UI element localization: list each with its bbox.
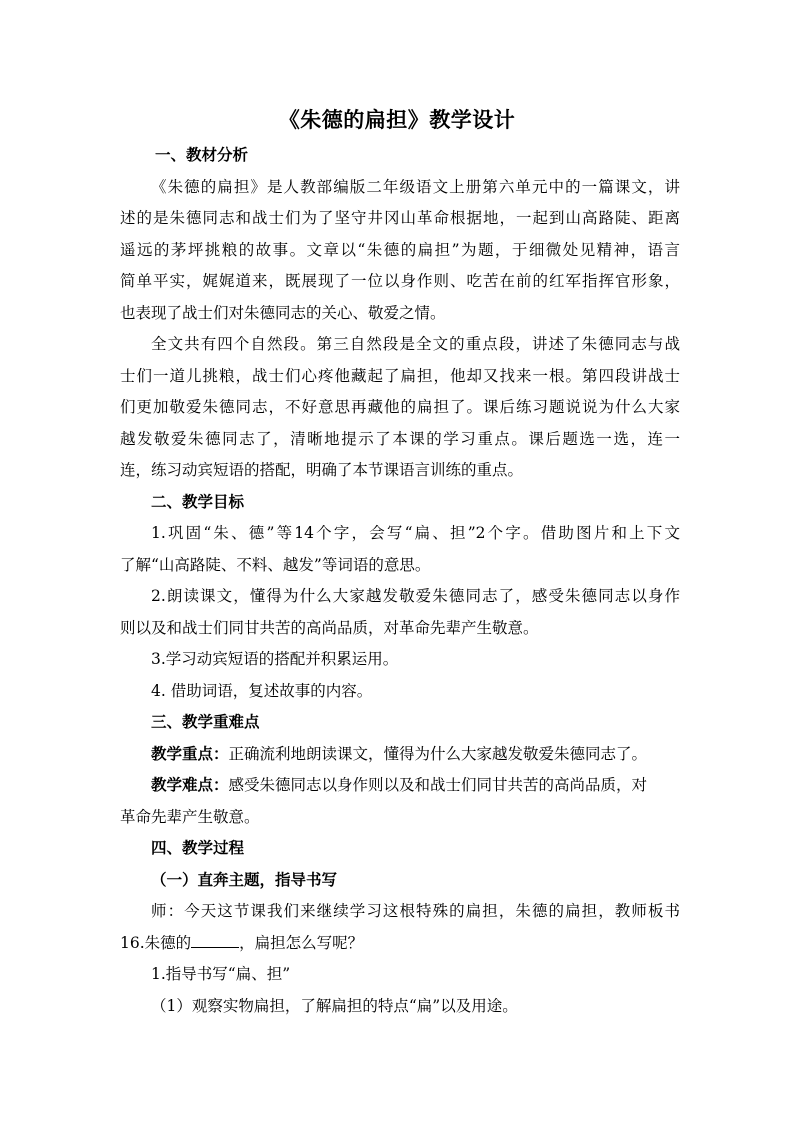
section-heading-1: 一、教材分析 [155, 146, 249, 164]
objective-line: 1.巩固“朱、德”等14个字，会写“扁、担”2个字。借助图片和上下文 [151, 524, 680, 542]
objective-line: 4. 借助词语，复述故事的内容。 [151, 681, 373, 700]
blank-line-before: 16.朱德的 [120, 933, 192, 952]
key-point-label: 教学重点： [151, 744, 229, 763]
difficult-point-label: 教学难点： [151, 776, 229, 794]
difficult-point-line: 革命先辈产生敬意。 [120, 807, 260, 826]
paragraph-line: 简单平实，娓娓道来，既展现了一位以身作则、吃苦在前的红军指挥官形象， [120, 272, 680, 290]
paragraph-line: 述的是朱德同志和战士们为了坚守井冈山革命根据地，一起到山高路陡、距离 [120, 209, 680, 227]
subsection-heading: （一）直奔主题，指导书写 [151, 870, 338, 889]
section-heading-3: 三、教学重难点 [151, 713, 260, 731]
paragraph-line: 《朱德的扁担》是人教部编版二年级语文上册第六单元中的一篇课文，讲 [151, 177, 680, 196]
difficult-point-text: 感受朱德同志以身作则以及和战士们同甘共苦的高尚品质，对 [228, 776, 648, 794]
paragraph-line: 也表现了战士们对朱德同志的关心、敬爱之情。 [120, 303, 446, 322]
paragraph-line: 遥远的茅坪挑粮的故事。文章以“朱德的扁担”为题，于细微处见精神，语言 [120, 240, 680, 259]
fill-blank [191, 933, 239, 948]
key-point-line [120, 739, 680, 771]
objective-line: 3.学习动宾短语的搭配并积累运用。 [151, 650, 399, 668]
paragraph-line: 士们一道儿挑粮，战士们心疼他藏起了扁担，他却又找来一根。第四段讲战士 [120, 366, 680, 385]
section-heading-4: 四、教学过程 [151, 839, 245, 857]
document-body [120, 140, 680, 1022]
objective-line: 了解“山高路陡、不料、越发”等词语的意思。 [120, 555, 431, 574]
objective-line: 2.朗读课文，懂得为什么大家越发敬爱朱德同志了，感受朱德同志以身作 [151, 587, 680, 605]
paragraph-line: 全文共有四个自然段。第三自然段是全文的重点段，讲述了朱德同志与战 [151, 335, 680, 353]
process-line: （1）观察实物扁担，了解扁担的特点“扁”以及用途。 [151, 996, 518, 1015]
process-line: 1.指导书写“扁、担” [151, 965, 291, 983]
objective-line: 则以及和战士们同甘共苦的高尚品质，对革命先辈产生敬意。 [120, 618, 539, 637]
difficult-point-line [120, 770, 680, 802]
blank-fill-line [120, 928, 680, 960]
key-point-text: 正确流利地朗读课文，懂得为什么大家越发敬爱朱德同志了。 [228, 744, 648, 763]
paragraph-line: 越发敬爱朱德同志了，清晰地提示了本课的学习重点。课后题选一选，连一 [120, 429, 680, 448]
paragraph-line: 们更加敬爱朱德同志，不好意思再藏他的扁担了。课后练习题说说为什么大家 [120, 398, 680, 416]
document-title: 《朱德的扁担》教学设计 [278, 108, 516, 132]
section-heading-2: 二、教学目标 [151, 492, 245, 511]
process-line: 师：今天这节课我们来继续学习这根特殊的扁担，朱德的扁担，教师板书 [151, 902, 680, 920]
blank-line-after: ，扁担怎么写呢？ [239, 933, 364, 952]
paragraph-line: 连，练习动宾短语的搭配，明确了本节课语言训练的重点。 [120, 461, 524, 479]
